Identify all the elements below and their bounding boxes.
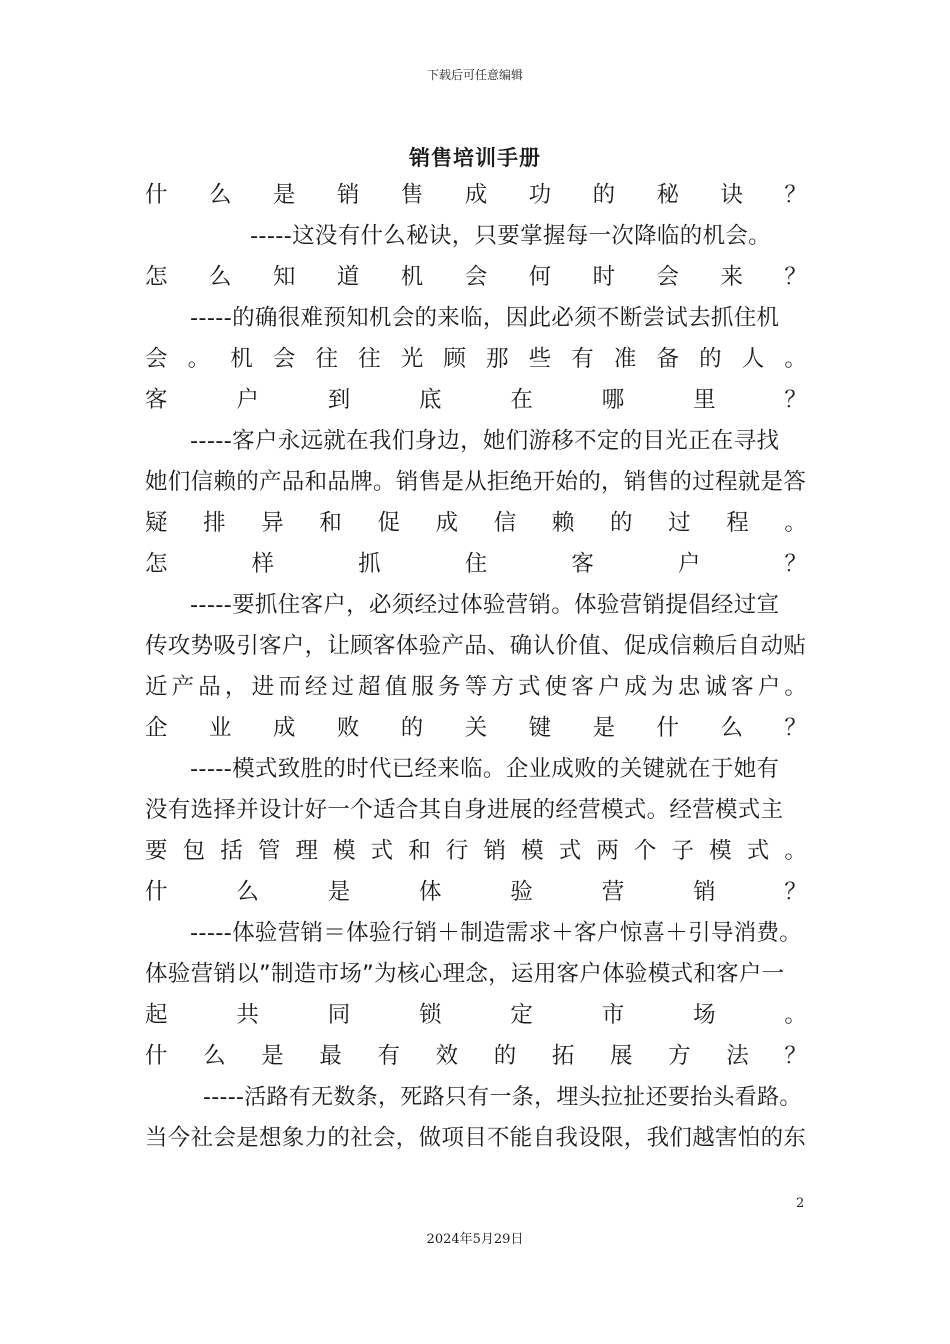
text-char: 异 — [261, 510, 284, 536]
text-char: 进 — [251, 674, 275, 700]
text-char: 业 — [208, 715, 232, 741]
text-char: 企 — [145, 715, 168, 741]
text-line — [145, 380, 807, 421]
text-char: 怎 — [145, 264, 168, 290]
text-char: 括 — [220, 838, 243, 864]
text-char: 户 — [236, 387, 259, 413]
text-char: 而 — [278, 674, 301, 700]
text-char: 里 — [693, 387, 716, 413]
text-char: 是 — [592, 715, 616, 741]
text-char: 展 — [610, 1043, 633, 1069]
text-line: -----模式致胜的时代已经来临。企业成败的关键就在于她有 — [190, 756, 780, 782]
text-char: 往 — [358, 346, 381, 372]
text-char: 信 — [493, 510, 517, 536]
text-line — [145, 339, 807, 380]
text-char: 式 — [558, 838, 582, 864]
text-char: 管 — [257, 838, 281, 864]
text-char: 有 — [377, 1043, 401, 1069]
text-char: 住 — [464, 551, 488, 577]
text-char: 起 — [145, 1002, 168, 1028]
text-char: 等 — [464, 674, 488, 700]
text-char: 么 — [208, 264, 232, 290]
text-line — [145, 872, 807, 913]
text-char: 何 — [528, 264, 552, 290]
text-char: 是 — [327, 879, 351, 905]
text-char: 那 — [486, 346, 509, 372]
text-char: 什 — [145, 879, 168, 905]
text-char: 键 — [528, 715, 552, 741]
text-char: 败 — [336, 715, 360, 741]
text-char: 市 — [601, 1002, 625, 1028]
text-char: 。 — [784, 1002, 807, 1028]
text-char: 模 — [709, 838, 732, 864]
text-char: 会 — [656, 264, 680, 290]
text-line: 她们信赖的产品和品牌。销售是从拒绝开始的，销售的过程就是答 — [145, 469, 807, 495]
text-char: 方 — [491, 674, 514, 700]
text-char: 式 — [746, 838, 770, 864]
text-char: 。 — [784, 838, 807, 864]
text-char: 些 — [528, 346, 552, 372]
text-char: 机 — [230, 346, 253, 372]
text-char: 过 — [668, 510, 691, 536]
text-line: -----客户永远就在我们身边，她们游移不定的目光正在寻找 — [190, 428, 780, 454]
text-char: 排 — [203, 510, 226, 536]
text-char: 秘 — [656, 182, 680, 208]
text-char: 有 — [571, 346, 594, 372]
text-line — [145, 708, 807, 749]
page-number: 2 — [796, 1196, 805, 1211]
text-char: 机 — [400, 264, 424, 290]
text-char: 成 — [624, 674, 648, 700]
text-char: 户 — [757, 674, 781, 700]
text-line: -----体验营销＝体验行销＋制造需求＋客户惊喜＋引导消费。 — [190, 920, 803, 946]
text-char: 售 — [400, 182, 424, 208]
text-char: 销 — [693, 879, 716, 905]
text-char: 法 — [726, 1043, 749, 1069]
text-char: ？ — [784, 1043, 807, 1069]
text-char: 人 — [741, 346, 765, 372]
text-char: ？ — [784, 715, 807, 741]
text-char: 的 — [610, 510, 633, 536]
text-char: 过 — [331, 674, 354, 700]
text-char: 品 — [198, 674, 221, 700]
text-line — [145, 1036, 807, 1077]
text-char: 什 — [656, 715, 680, 741]
text-char: 成 — [272, 715, 296, 741]
text-line — [145, 667, 807, 708]
text-char: 成 — [435, 510, 459, 536]
text-char: 超 — [358, 674, 381, 700]
text-line: 当今社会是想象力的社会，做项目不能自我设限，我们越害怕的东 — [145, 1125, 807, 1151]
text-char: 程 — [726, 510, 749, 536]
text-char: ？ — [784, 182, 807, 208]
text-char: 哪 — [601, 387, 625, 413]
text-char: 客 — [571, 551, 594, 577]
text-char: 式 — [370, 838, 394, 864]
text-line — [145, 831, 807, 872]
text-char: 共 — [236, 1002, 259, 1028]
text-char: 么 — [236, 879, 259, 905]
text-char: 时 — [592, 264, 616, 290]
text-char: 到 — [327, 387, 351, 413]
text-char: 。 — [187, 346, 211, 372]
text-char: 销 — [336, 182, 360, 208]
text-char: 功 — [528, 182, 552, 208]
text-char: 两 — [596, 838, 619, 864]
text-char: 包 — [182, 838, 206, 864]
text-char: ？ — [784, 264, 807, 290]
text-char: 么 — [720, 715, 743, 741]
text-char: 什 — [145, 182, 168, 208]
document-title: 销售培训手册 — [409, 146, 541, 170]
text-char: 什 — [145, 1043, 168, 1069]
text-char: ？ — [784, 879, 807, 905]
text-char: 体 — [419, 879, 442, 905]
text-char: 的 — [592, 182, 616, 208]
text-char: 理 — [295, 838, 318, 864]
text-char: 会 — [464, 264, 488, 290]
text-char: 和 — [319, 510, 342, 536]
text-char: 道 — [336, 264, 360, 290]
text-line — [145, 503, 807, 544]
text-char: 关 — [464, 715, 488, 741]
text-char: 光 — [400, 346, 424, 372]
text-char: 锁 — [419, 1002, 442, 1028]
text-char: 定 — [510, 1002, 533, 1028]
text-char: 营 — [601, 879, 625, 905]
text-char: 么 — [208, 182, 232, 208]
text-line: 没有选择并设计好一个适合其自身进展的经营模式。经营模式主 — [145, 797, 784, 823]
text-char: 是 — [272, 182, 296, 208]
text-char: 客 — [571, 674, 594, 700]
text-char: 样 — [251, 551, 275, 577]
text-char: 疑 — [145, 510, 168, 536]
text-char: 诚 — [704, 674, 727, 700]
text-char: 要 — [145, 838, 168, 864]
text-char: 。 — [784, 510, 807, 536]
text-char: 。 — [784, 346, 807, 372]
text-char: 是 — [261, 1043, 284, 1069]
text-char: 赖 — [551, 510, 575, 536]
text-char: ， — [224, 674, 248, 700]
text-char: 务 — [438, 674, 461, 700]
text-char: 拓 — [551, 1043, 575, 1069]
text-char: 会 — [145, 346, 168, 372]
text-char: 的 — [699, 346, 722, 372]
text-char: ？ — [784, 387, 807, 413]
text-char: 在 — [510, 387, 533, 413]
text-char: 往 — [315, 346, 339, 372]
text-char: 的 — [400, 715, 424, 741]
text-char: 。 — [784, 674, 807, 700]
text-char: 个 — [633, 838, 657, 864]
page-header: 下载后可任意编辑 — [426, 68, 523, 82]
text-char: 知 — [272, 264, 296, 290]
text-char: 产 — [171, 674, 195, 700]
text-char: 准 — [613, 346, 637, 372]
text-char: 子 — [671, 838, 695, 864]
text-char: 备 — [656, 346, 680, 372]
footer-date: 2024年5月29日 — [426, 1232, 524, 1247]
text-char: 来 — [720, 264, 743, 290]
text-char: 忠 — [677, 674, 701, 700]
text-line: -----要抓住客户，必须经过体验营销。体验营销提倡经过宣 — [190, 592, 780, 618]
text-char: 经 — [304, 674, 328, 700]
text-char: 户 — [677, 551, 701, 577]
text-line — [145, 257, 807, 298]
text-char: 怎 — [145, 551, 168, 577]
text-line: -----的确很难预知机会的来临，因此必须不断尝试去抓住机 — [190, 305, 780, 331]
text-char: 顾 — [443, 346, 466, 372]
text-char: 近 — [145, 674, 168, 700]
text-char: 成 — [464, 182, 488, 208]
text-char: 促 — [377, 510, 401, 536]
text-char: 客 — [731, 674, 754, 700]
text-char: 诀 — [720, 182, 743, 208]
text-char: 会 — [272, 346, 296, 372]
text-char: 使 — [544, 674, 568, 700]
text-char: 场 — [693, 1002, 716, 1028]
text-char: 式 — [517, 674, 541, 700]
text-char: 模 — [521, 838, 544, 864]
text-char: 的 — [493, 1043, 517, 1069]
text-char: 验 — [510, 879, 533, 905]
text-line — [145, 544, 807, 585]
text-line: -----活路有无数条，死路只有一条，埋头拉扯还要抬头看路。 — [203, 1085, 802, 1110]
text-char: 户 — [597, 674, 621, 700]
text-line — [145, 175, 807, 216]
text-line: -----这没有什么秘诀，只要掌握每一次降临的机会。 — [250, 223, 771, 249]
text-char: 底 — [419, 387, 442, 413]
document-body — [145, 175, 807, 1159]
text-line: 体验营销以”制造市场”为核心理念，运用客户体验模式和客户一 — [145, 961, 785, 987]
text-char: 么 — [203, 1043, 226, 1069]
text-char: 方 — [668, 1043, 691, 1069]
text-char: 为 — [651, 674, 674, 700]
text-char: 同 — [327, 1002, 351, 1028]
text-char: 销 — [483, 838, 506, 864]
text-char: 行 — [445, 838, 469, 864]
text-char: 客 — [145, 387, 168, 413]
text-line — [145, 995, 807, 1036]
text-char: 模 — [333, 838, 356, 864]
text-char: 最 — [319, 1043, 342, 1069]
text-char: 和 — [408, 838, 431, 864]
text-char: 值 — [384, 674, 408, 700]
text-char: 服 — [411, 674, 434, 700]
text-char: ？ — [784, 551, 807, 577]
text-line: 传攻势吸引客户，让顾客体验产品、确认价值、促成信赖后自动贴 — [145, 633, 807, 659]
text-char: 抓 — [358, 551, 381, 577]
text-char: 效 — [435, 1043, 459, 1069]
